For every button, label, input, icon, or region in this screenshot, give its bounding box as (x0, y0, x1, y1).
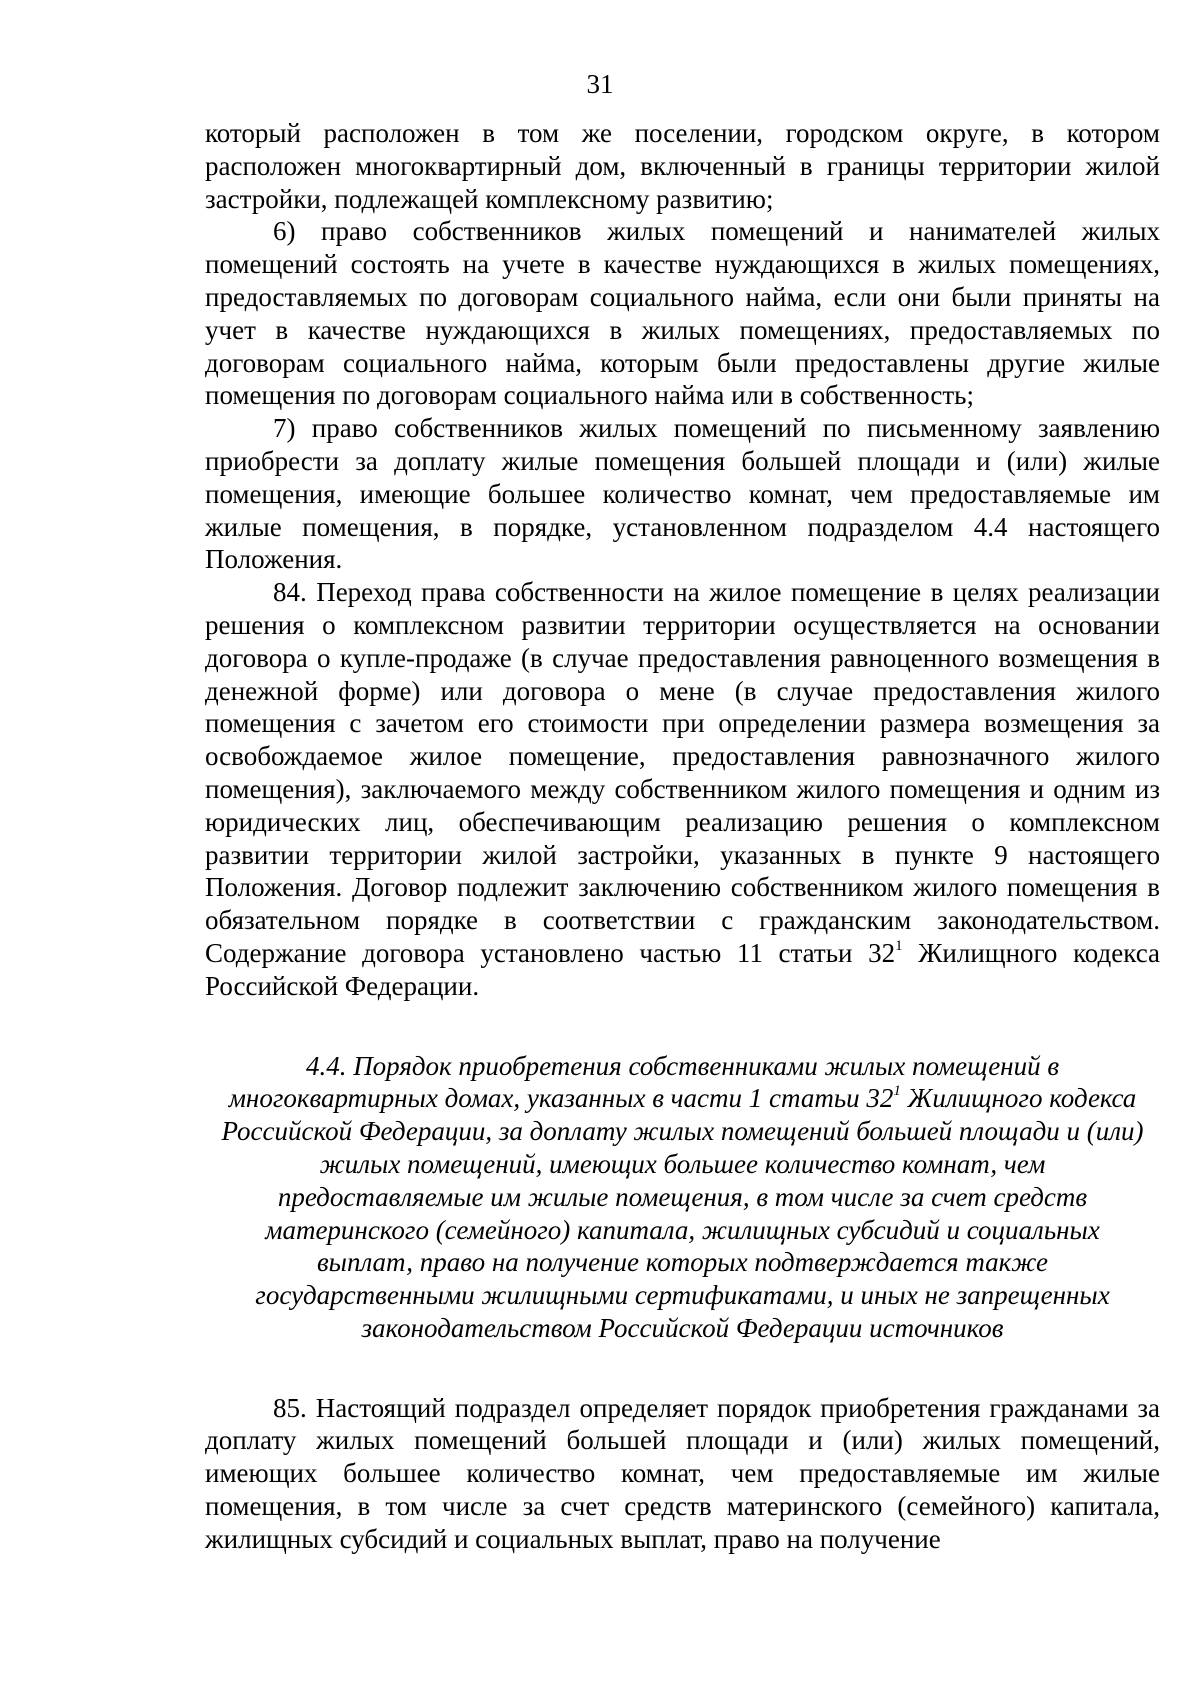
paragraph-84-text-end: Жилищного кодекса Российской Федерации. (205, 937, 1160, 1001)
superscript: 1 (895, 937, 903, 954)
section-heading-text-end: Жилищного кодекса Российской Федерации, за доплату жилых помещений большей площади и (или) жилых помещений, имеющих большее количество комнат, чем предоставляемые им жилые помещения, в том числе за счет средств материнского (семейного) капитала, жилищных субсидий и социальных выплат, право на получение которых подтверждается также государственными жилищными сертификатами, и иных не запрещенных законодательством Российской Федерации источников (221, 1083, 1144, 1343)
list-item-6: 6) право собственников жилых помещений и нанимателей жилых помещений состоять на учете в качестве нуждающихся в жилых помещениях, предоставляемых по договорам социального найма, если они были приняты на учет в качестве нуждающихся в жилых помещениях, предоставляемых по договорам социального найма, которым были предоставлены другие жилые помещения по договорам социального найма или в собственность; (205, 216, 1160, 411)
paragraph-84 (205, 576, 1160, 1002)
page-number: 31 (586, 69, 614, 99)
superscript: 1 (893, 1083, 901, 1100)
section-heading-4-4 (205, 1050, 1160, 1345)
paragraph-84-text: 84. Переход права собственности на жилое помещение в целях реализации решения о комплексном развитии территории осуществляется на основании договора о купле-продаже (в случае предоставления равноценного возмещения в денежной форме) или договора о мене (в случае предоставления жилого помещения с зачетом его стоимости при определении размера возмещения за освобождаемое жилое помещение, предоставления равнозначного жилого помещения), заключаемого между собственником жилого помещения и одним из юридических лиц, обеспечивающим реализацию решения о комплексном развитии территории жилой застройки, указанных в пункте 9 настоящего Положения. Договор подлежит заключению собственником жилого помещения в обязательном порядке в соответствии с гражданским законодательством. Содержание договора установлено частью 11 статьи 32 (205, 577, 1160, 968)
list-item-7: 7) право собственников жилых помещений по письменному заявлению приобрести за доплату жилые помещения большей площади и (или) жилые помещения, имеющие большее количество комнат, чем предоставляемые им жилые помещения, в порядке, установленном подразделом 4.4 настоящего Положения. (205, 413, 1160, 575)
paragraph-continuation: который расположен в том же поселении, городском округе, в котором расположен многоквартирный дом, включенный в границы территории жилой застройки, подлежащей комплексному развитию; (205, 118, 1160, 214)
paragraph-85: 85. Настоящий подраздел определяет порядок приобретения гражданами за доплату жилых помещений большей площади и (или) жилых помещений, имеющих большее количество комнат, чем предоставляемые им жилые помещения, в том числе за счет средств материнского (семейного) капитала, жилищных субсидий и социальных выплат, право на получение (205, 1392, 1160, 1554)
document-body (205, 117, 1160, 1556)
section-heading-text: 4.4. Порядок приобретения собственниками жилых помещений в многоквартирных домах, указанных в части 1 статьи 32 (228, 1050, 1060, 1114)
